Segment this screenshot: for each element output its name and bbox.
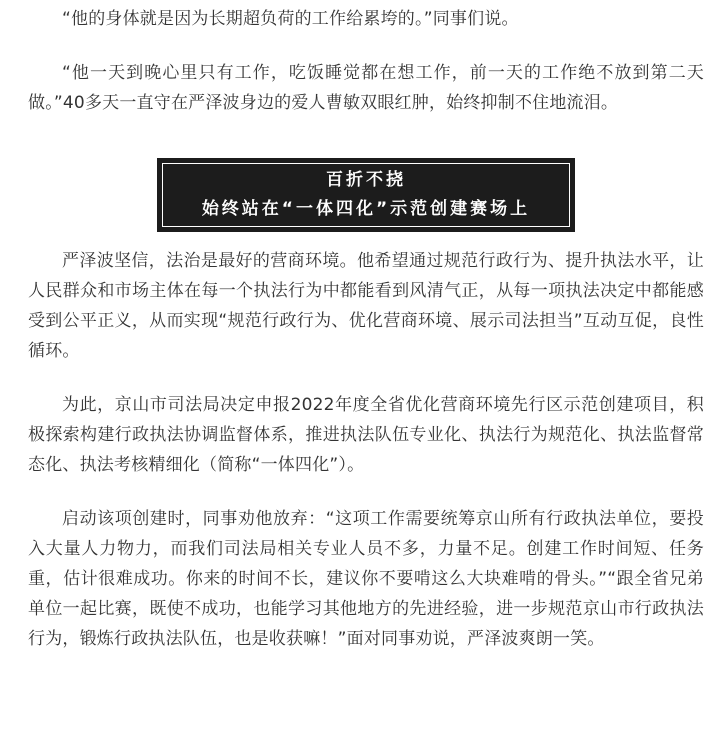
headline-line-1: 百折不挠 [326,170,406,190]
section-headline [157,158,575,232]
section-headline-box [28,158,704,232]
paragraph-project-application: 为此，京山市司法局决定申报2022年度全省优化营商环境先行区示范创建项目，积极探索构建行政执法协调监督体系，推进执法队伍专业化、执法行为规范化、执法监督常态化、执法考核精细化（简称“一体四化”）。 [28,395,704,475]
article-body [28,4,704,654]
paragraph-rule-of-law: 严泽波坚信，法治是最好的营商环境。他希望通过规范行政行为、提升执法水平，让人民群众和市场主体在每一个执法行为中都能看到风清气正，从每一项执法决定中都能感受到公平正义，从而实现“规范行政行为、优化营商环境、展示司法担当”互动互促，良性循环。 [28,251,704,361]
paragraph-colleagues-quote: “他的身体就是因为长期超负荷的工作给累垮的。”同事们说。 [62,9,519,29]
paragraph-colleague-advice: 启动该项创建时，同事劝他放弃：“这项工作需要统筹京山所有行政执法单位，要投入大量人力物力，而我们司法局相关专业人员不多，力量不足。创建工作时间短、任务重，估计很难成功。你来的时间不长，建议你不要啃这么大块难啃的骨头。”“跟全省兄弟单位一起比赛，既使不成功，也能学习其他地方的先进经验，进一步规范京山市行政执法行为，锻炼行政执法队伍，也是收获嘛！”面对同事劝说，严泽波爽朗一笑。 [28,509,704,649]
headline-line-2: 始终站在“一体四化”示范创建赛场上 [201,199,531,219]
paragraph-wife-quote: “他一天到晚心里只有工作，吃饭睡觉都在想工作，前一天的工作绝不放到第二天做。”40多天一直守在严泽波身边的爱人曹敏双眼红肿，始终抑制不住地流泪。 [28,63,704,113]
